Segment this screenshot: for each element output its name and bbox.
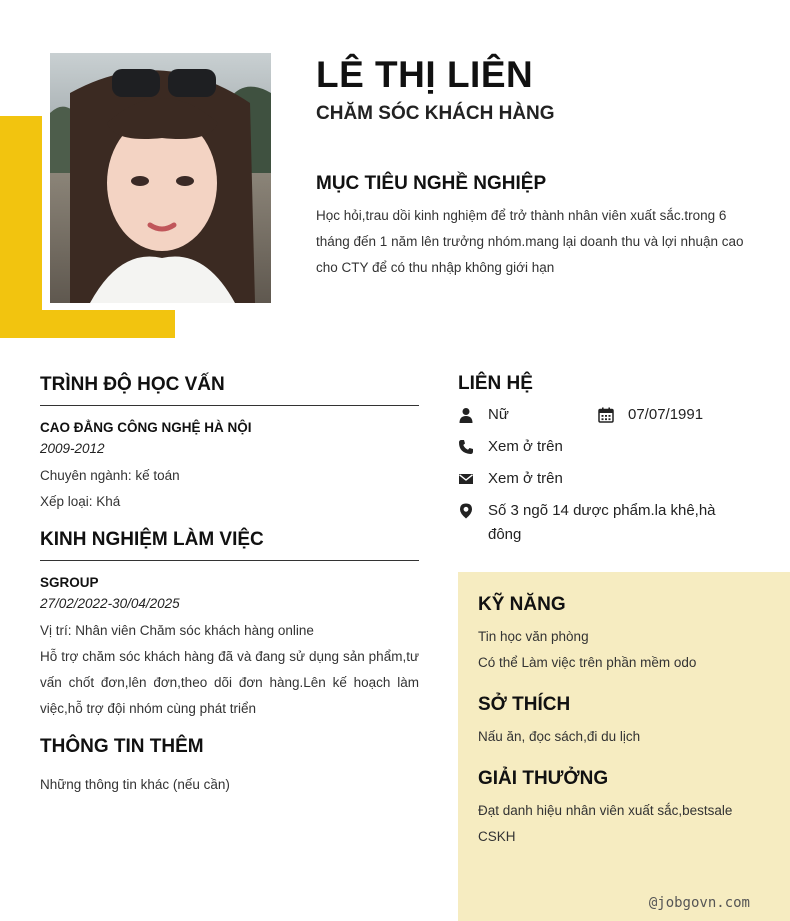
experience-company: SGROUP: [40, 575, 99, 590]
experience-period: 27/02/2022-30/04/2025: [40, 596, 180, 611]
accent-bar-horizontal: [0, 310, 175, 338]
contact-address: Số 3 ngõ 14 dược phẩm.la khê,hà đông: [488, 502, 716, 543]
experience-heading: KINH NGHIỆM LÀM VIỆC: [40, 529, 419, 561]
side-panel: [458, 572, 790, 921]
candidate-position: CHĂM SÓC KHÁCH HÀNG: [316, 103, 555, 124]
envelope-icon: [458, 467, 488, 491]
person-icon: [458, 403, 488, 427]
contact-row-phone: [458, 435, 758, 459]
profile-photo-image: [50, 53, 271, 303]
education-heading: TRÌNH ĐỘ HỌC VẤN: [40, 374, 419, 406]
hobbies-heading: SỞ THÍCH: [478, 694, 571, 715]
awards-text: Đạt danh hiệu nhân viên xuất sắc,bestsale CSKH: [478, 803, 733, 844]
watermark-text: @jobgovn.com: [648, 895, 750, 911]
contact-heading: LIÊN HỆ: [458, 373, 533, 394]
skills-heading: KỸ NĂNG: [478, 594, 566, 615]
experience-description: Hỗ trợ chăm sóc khách hàng đã và đang sử dụng sản phẩm,tư vấn chốt đơn,lên đơn,theo dõi đơn hàng.Lên kế hoạch làm việc,hỗ trợ đội nhóm cùng phát triển: [40, 649, 419, 716]
awards-heading: GIẢI THƯỞNG: [478, 768, 609, 789]
objective-text: Học hỏi,trau dồi kinh nghiệm để trở thành nhân viên xuất sắc.trong 6 tháng đến 1 năm lên trưởng nhóm.mang lại doanh thu và lợi nhuận cao cho CTY để có thu nhập không giới hạn: [316, 208, 744, 275]
accent-bar-vertical: [0, 116, 42, 338]
extra-info-heading: THÔNG TIN THÊM: [40, 736, 204, 757]
contact-row-email: [458, 467, 758, 491]
contact-section: [458, 373, 758, 555]
profile-photo: [50, 53, 271, 303]
phone-icon: [458, 435, 488, 459]
education-major: Chuyên ngành: kế toán: [40, 468, 180, 483]
contact-email: Xem ở trên: [488, 470, 563, 487]
education-grade: Xếp loại: Khá: [40, 494, 121, 509]
contact-row-gender-birthday: [458, 403, 758, 427]
contact-row-address: [458, 499, 758, 547]
education-school: CAO ĐẲNG CÔNG NGHỆ HÀ NỘI: [40, 420, 252, 435]
extra-info-text: Những thông tin khác (nếu cần): [40, 777, 230, 792]
left-column: [40, 374, 419, 798]
skill-item: Tin học văn phòng: [478, 629, 589, 644]
calendar-icon: [598, 403, 628, 427]
contact-phone: Xem ở trên: [488, 438, 563, 455]
candidate-name: LÊ THỊ LIÊN: [316, 54, 534, 95]
skill-item: Có thể Làm việc trên phần mềm odo: [478, 655, 697, 670]
objective-heading: MỤC TIÊU NGHỀ NGHIỆP: [316, 173, 547, 194]
contact-gender: Nữ: [488, 406, 509, 423]
hobbies-text: Nấu ăn, đọc sách,đi du lịch: [478, 729, 641, 744]
contact-birthday: 07/07/1991: [628, 406, 704, 423]
map-pin-icon: [458, 499, 488, 523]
education-period: 2009-2012: [40, 441, 105, 456]
experience-role: Vị trí: Nhân viên Chăm sóc khách hàng online: [40, 623, 314, 638]
